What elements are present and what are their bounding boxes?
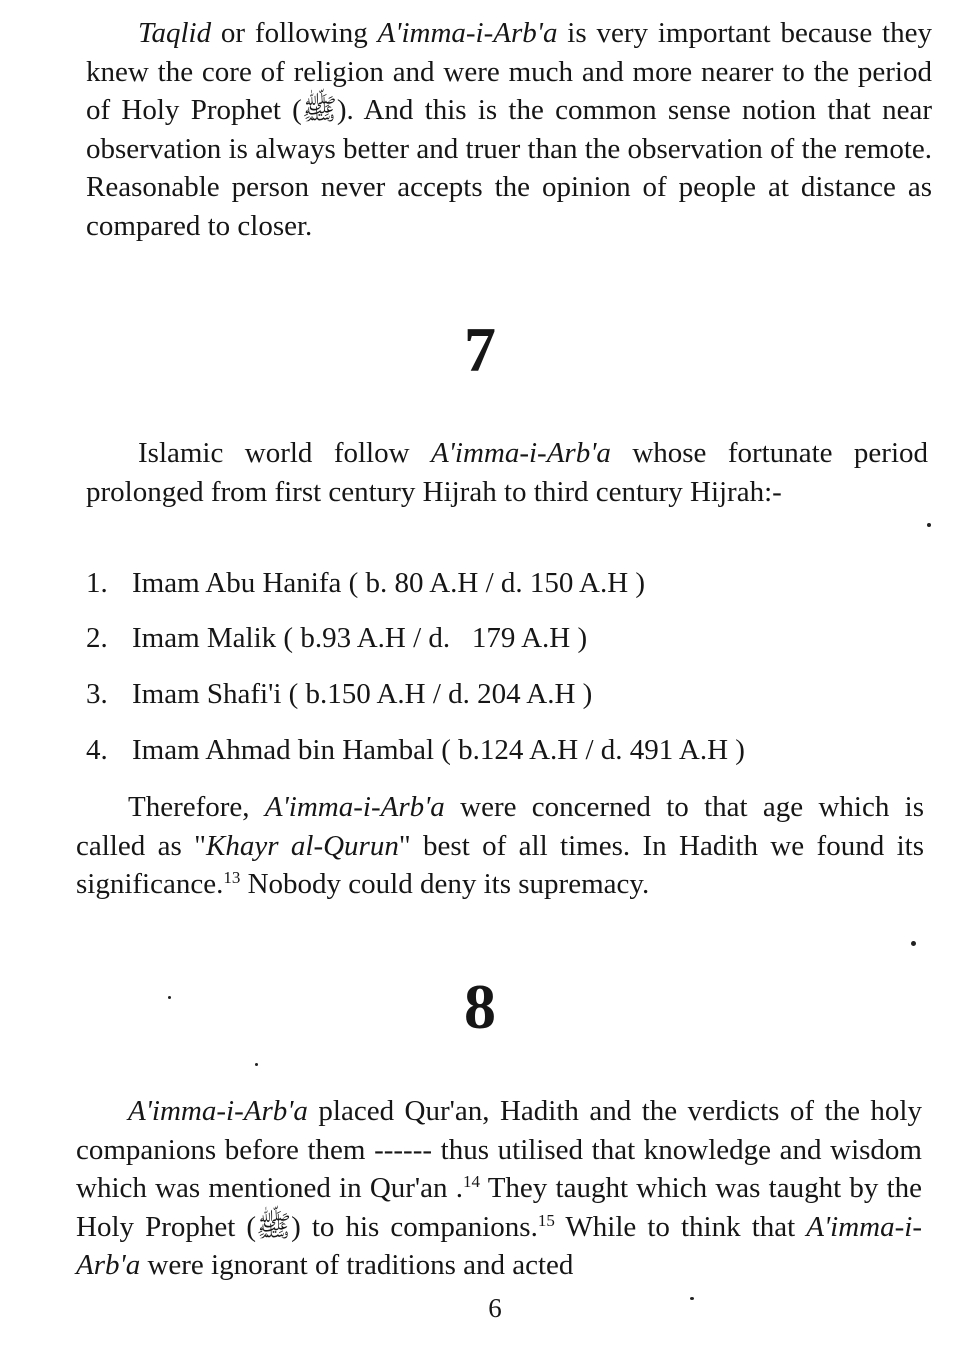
footnote-ref-15[interactable]: 15	[537, 1210, 555, 1230]
list-item-imam-3	[86, 677, 592, 711]
text-run: or following	[211, 17, 378, 49]
list-number: 2.	[86, 622, 108, 654]
text-run: " best of all times. In Hadith we found its significance.	[76, 829, 924, 901]
text-run: placed Qur'an, Hadith and the verdicts of the holy companions before them ------ thus utilised that knowledge and wisdom which was mentioned in Qur'an .	[76, 1095, 922, 1205]
text-run: Islamic world follow	[138, 437, 431, 469]
list-number: 1.	[86, 567, 108, 599]
text-run: While to think that	[554, 1210, 807, 1243]
list-number: 3.	[86, 678, 108, 710]
page-number: 6	[488, 1293, 502, 1323]
term-taqlid: Taqlid	[138, 17, 212, 49]
text-run: They taught which was taught by the Holy Prophet (ﷺ) to his companions.	[76, 1172, 923, 1243]
list-text: Imam Malik ( b.93 A.H / d. 179 A.H )	[132, 622, 588, 654]
scan-speck	[255, 1063, 258, 1066]
text-run: whose fortunate period prolonged from first century Hijrah to third century Hijrah:-	[86, 437, 928, 508]
term-aimma: A'imma-i-Arb'a	[128, 1095, 308, 1127]
paragraph-taqlid	[86, 14, 932, 246]
section-number-8: 8	[464, 971, 496, 1042]
term-khayr-al-qurun: Khayr al-Qurun	[206, 829, 399, 862]
section-number-7: 7	[464, 314, 496, 385]
paragraph-islamic-world	[86, 434, 928, 511]
list-text: Imam Ahmad bin Hambal ( b.124 A.H / d. 491 A.H )	[132, 734, 745, 766]
scan-speck	[911, 941, 916, 946]
list-item-imam-4	[86, 733, 745, 767]
list-text: Imam Abu Hanifa ( b. 80 A.H / d. 150 A.H )	[132, 567, 646, 599]
term-aimma: A'imma-i-Arb'a	[76, 1210, 922, 1282]
paragraph-therefore	[76, 788, 924, 904]
term-aimma: A'imma-i-Arb'a	[377, 17, 558, 49]
list-number: 4.	[86, 734, 108, 766]
paragraph-placed-quran	[76, 1092, 922, 1285]
text-run: Nobody could deny its supremacy.	[240, 868, 650, 901]
list-item-imam-2	[86, 621, 587, 655]
term-aimma: A'imma-i-Arb'a	[264, 791, 445, 823]
footnote-ref-13[interactable]: 13	[223, 868, 241, 888]
text-run: were ignorant of traditions and acted	[140, 1249, 574, 1282]
footnote-ref-14[interactable]: 14	[463, 1172, 481, 1192]
scan-speck	[690, 1297, 694, 1300]
scan-speck	[927, 523, 931, 527]
list-text: Imam Shafi'i ( b.150 A.H / d. 204 A.H )	[132, 678, 593, 710]
text-run: is very important because they knew the core of religion and were much and more nearer to the period of Holy Prophet (ﷺ). And this is the common sense notion that near observation is always better and truer than the observation of the remote. Reasonable person never accepts the opinion of people at distance as compared to closer.	[86, 17, 932, 242]
list-item-imam-1	[86, 566, 645, 600]
scan-speck	[168, 996, 171, 999]
term-aimma: A'imma-i-Arb'a	[430, 437, 611, 469]
text-run: Therefore,	[128, 791, 265, 823]
text-run: were concerned to that age which is called as "	[76, 791, 924, 862]
